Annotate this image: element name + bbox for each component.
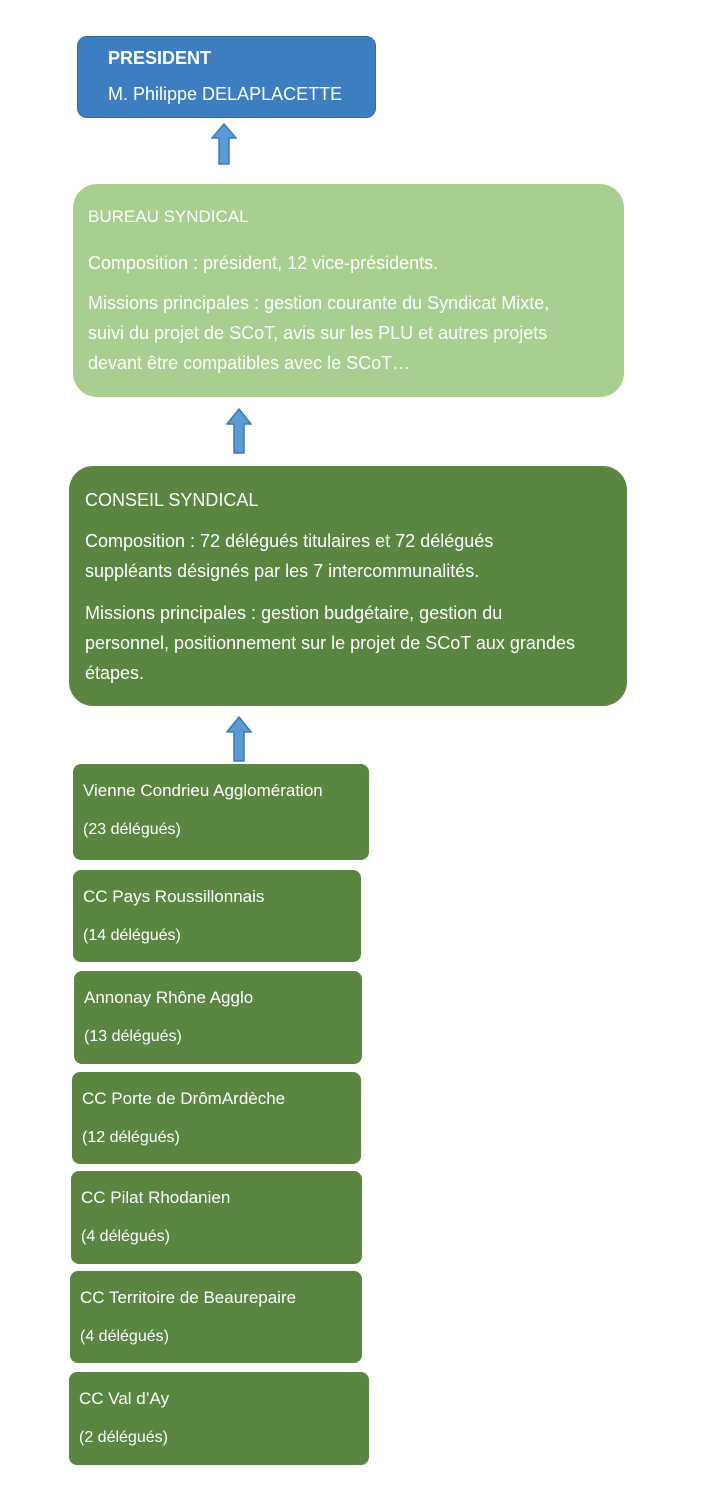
member-box bbox=[70, 1271, 362, 1363]
member-name: CC Pilat Rhodanien bbox=[81, 1188, 231, 1207]
member-delegates: (2 délégués) bbox=[79, 1429, 168, 1446]
member-delegates: (4 délégués) bbox=[81, 1228, 170, 1245]
up-arrow-icon bbox=[226, 408, 252, 454]
up-arrow-icon bbox=[211, 123, 237, 165]
conseil-title: CONSEIL SYNDICAL bbox=[85, 490, 259, 510]
member-box bbox=[72, 1072, 361, 1164]
member-delegates: (23 délégués) bbox=[83, 821, 181, 838]
bureau-title: BUREAU SYNDICAL bbox=[88, 207, 249, 226]
member-box bbox=[71, 1171, 362, 1264]
member-box bbox=[69, 1372, 369, 1465]
bureau-missions: Missions principales : gestion courante du Syndicat Mixte, suivi du projet de SCoT, avis sur les PLU et autres projets devant être compatibles avec le SCoT… bbox=[88, 293, 550, 373]
member-box bbox=[73, 764, 369, 860]
bureau-composition: Composition : président, 12 vice-présidents. bbox=[88, 253, 439, 273]
president-title: PRESIDENT bbox=[108, 48, 212, 68]
up-arrow-icon bbox=[226, 716, 252, 762]
bureau-syndical-box bbox=[73, 184, 624, 397]
member-delegates: (14 délégués) bbox=[83, 927, 181, 944]
member-name: CC Pays Roussillonnais bbox=[83, 887, 265, 906]
member-box bbox=[73, 870, 361, 962]
conseil-composition: Composition : 72 délégués titulaires et 72 délégués suppléants désignés par les 7 intercommunalités. bbox=[85, 531, 494, 581]
president-box bbox=[77, 36, 376, 118]
member-name: CC Val d’Ay bbox=[79, 1389, 170, 1408]
member-delegates: (13 délégués) bbox=[84, 1028, 182, 1045]
member-delegates: (4 délégués) bbox=[80, 1328, 169, 1345]
member-name: Vienne Condrieu Agglomération bbox=[83, 781, 323, 800]
member-name: CC Territoire de Beaurepaire bbox=[80, 1288, 297, 1307]
conseil-syndical-box bbox=[69, 466, 627, 706]
member-name: CC Porte de DrômArdèche bbox=[82, 1089, 286, 1108]
member-box bbox=[74, 971, 362, 1064]
conseil-missions: Missions principales : gestion budgétaire, gestion du personnel, positionnement sur le projet de SCoT aux grandes étapes. bbox=[85, 603, 575, 683]
member-delegates: (12 délégués) bbox=[82, 1129, 180, 1146]
president-name: M. Philippe DELAPLACETTE bbox=[108, 84, 343, 104]
member-name: Annonay Rhône Agglo bbox=[84, 988, 254, 1007]
